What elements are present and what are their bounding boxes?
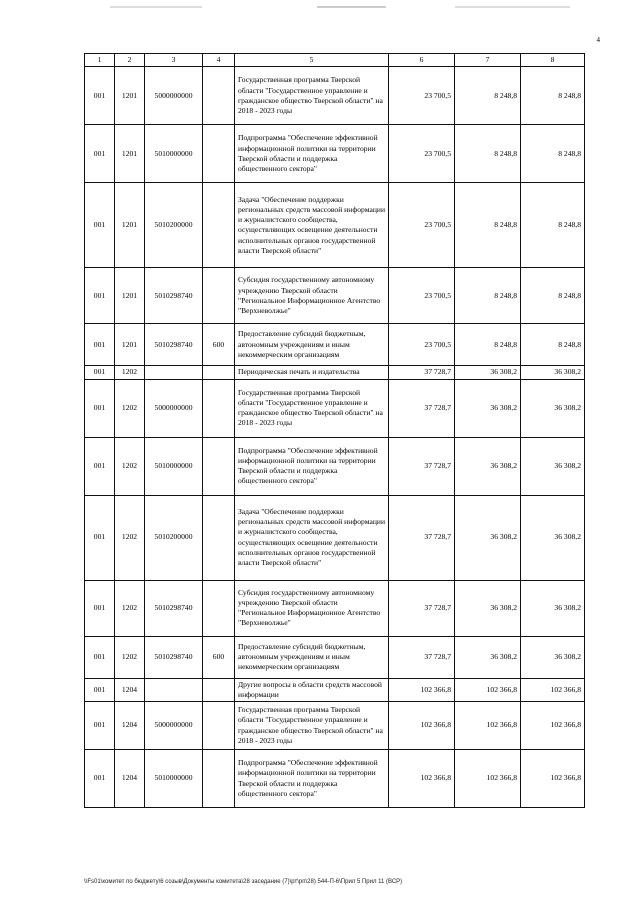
table-row xyxy=(85,495,585,580)
row-amount-cell: 8 248,8 xyxy=(455,268,521,324)
scan-artifact xyxy=(110,6,570,8)
column-header: 8 xyxy=(521,54,585,67)
row-expense-type-cell xyxy=(203,495,235,580)
row-amount-cell: 36 308,2 xyxy=(455,366,521,379)
row-name-cell: Подпрограмма "Обеспечение эффективной информационной политики на территории Тверской области и поддержка общественного сектора" xyxy=(235,750,389,808)
row-amount-cell: 8 248,8 xyxy=(521,125,585,183)
column-header: 1 xyxy=(85,54,115,67)
row-expense-type-cell: 600 xyxy=(203,324,235,366)
row-grbs-cell: 001 xyxy=(85,702,115,750)
row-amount-cell: 36 308,2 xyxy=(455,495,521,580)
row-expense-type-cell xyxy=(203,750,235,808)
row-grbs-cell: 001 xyxy=(85,67,115,125)
column-header: 7 xyxy=(455,54,521,67)
row-amount-cell: 8 248,8 xyxy=(455,183,521,268)
row-name-cell: Задача "Обеспечение поддержки региональных средств массовой информации и журналистского сообщества, осуществляющих освещение деятельности исполнительных органов государственной власти Тверской области" xyxy=(235,495,389,580)
row-amount-cell: 8 248,8 xyxy=(521,67,585,125)
row-amount-cell: 102 366,8 xyxy=(521,702,585,750)
row-target-cell: 5000000000 xyxy=(145,702,203,750)
row-amount-cell: 102 366,8 xyxy=(455,750,521,808)
row-amount-cell: 36 308,2 xyxy=(455,437,521,495)
row-target-cell xyxy=(145,366,203,379)
row-grbs-cell: 001 xyxy=(85,437,115,495)
table-row xyxy=(85,580,585,636)
column-header: 4 xyxy=(203,54,235,67)
row-name-cell: Государственная программа Тверской области "Государственное управление и гражданское общество Тверской области" на 2018 - 2023 годы xyxy=(235,67,389,125)
row-name-cell: Подпрограмма "Обеспечение эффективной информационной политики на территории Тверской области и поддержка общественного сектора" xyxy=(235,125,389,183)
row-name-cell: Государственная программа Тверской области "Государственное управление и гражданское общество Тверской области" на 2018 - 2023 годы xyxy=(235,379,389,437)
row-grbs-cell: 001 xyxy=(85,495,115,580)
row-grbs-cell: 001 xyxy=(85,636,115,678)
row-amount-cell: 36 308,2 xyxy=(455,636,521,678)
row-amount-cell: 36 308,2 xyxy=(521,495,585,580)
row-section-cell: 1201 xyxy=(115,268,145,324)
row-amount-cell: 102 366,8 xyxy=(521,678,585,702)
row-grbs-cell: 001 xyxy=(85,268,115,324)
table-row xyxy=(85,67,585,125)
row-section-cell: 1204 xyxy=(115,678,145,702)
row-amount-cell: 102 366,8 xyxy=(455,702,521,750)
row-target-cell: 5010000000 xyxy=(145,437,203,495)
row-name-cell: Другие вопросы в области средств массовой информации xyxy=(235,678,389,702)
row-amount-cell: 36 308,2 xyxy=(521,580,585,636)
row-amount-cell: 37 728,7 xyxy=(389,379,455,437)
row-section-cell: 1202 xyxy=(115,580,145,636)
row-amount-cell: 36 308,2 xyxy=(521,636,585,678)
row-target-cell: 5010298740 xyxy=(145,268,203,324)
row-amount-cell: 36 308,2 xyxy=(455,379,521,437)
row-amount-cell: 36 308,2 xyxy=(521,437,585,495)
row-section-cell: 1202 xyxy=(115,495,145,580)
row-grbs-cell: 001 xyxy=(85,379,115,437)
column-header: 6 xyxy=(389,54,455,67)
row-amount-cell: 37 728,7 xyxy=(389,580,455,636)
column-header: 5 xyxy=(235,54,389,67)
table-row xyxy=(85,750,585,808)
row-expense-type-cell xyxy=(203,379,235,437)
row-amount-cell: 36 308,2 xyxy=(521,379,585,437)
row-target-cell: 5010000000 xyxy=(145,125,203,183)
row-amount-cell: 23 700,5 xyxy=(389,125,455,183)
row-expense-type-cell: 600 xyxy=(203,636,235,678)
budget-table xyxy=(84,53,585,808)
row-target-cell xyxy=(145,678,203,702)
row-amount-cell: 8 248,8 xyxy=(455,125,521,183)
row-grbs-cell: 001 xyxy=(85,750,115,808)
table-row xyxy=(85,125,585,183)
row-grbs-cell: 001 xyxy=(85,580,115,636)
row-expense-type-cell xyxy=(203,268,235,324)
row-amount-cell: 102 366,8 xyxy=(389,702,455,750)
row-target-cell: 5010298740 xyxy=(145,324,203,366)
row-target-cell: 5000000000 xyxy=(145,67,203,125)
row-amount-cell: 23 700,5 xyxy=(389,67,455,125)
row-expense-type-cell xyxy=(203,580,235,636)
table-row xyxy=(85,437,585,495)
row-section-cell: 1201 xyxy=(115,125,145,183)
row-section-cell: 1201 xyxy=(115,324,145,366)
row-section-cell: 1204 xyxy=(115,750,145,808)
column-header: 2 xyxy=(115,54,145,67)
row-target-cell: 5010298740 xyxy=(145,580,203,636)
row-expense-type-cell xyxy=(203,366,235,379)
row-amount-cell: 23 700,5 xyxy=(389,183,455,268)
row-amount-cell: 102 366,8 xyxy=(521,750,585,808)
row-grbs-cell: 001 xyxy=(85,125,115,183)
row-name-cell: Задача "Обеспечение поддержки региональных средств массовой информации и журналистского сообщества, осуществляющих освещение деятельности исполнительных органов государственной власти Тверской области" xyxy=(235,183,389,268)
page-number: 4 xyxy=(596,36,600,44)
row-amount-cell: 37 728,7 xyxy=(389,437,455,495)
row-section-cell: 1202 xyxy=(115,379,145,437)
row-section-cell: 1202 xyxy=(115,636,145,678)
table-row xyxy=(85,268,585,324)
row-expense-type-cell xyxy=(203,67,235,125)
table-row xyxy=(85,183,585,268)
row-amount-cell: 102 366,8 xyxy=(455,678,521,702)
row-expense-type-cell xyxy=(203,437,235,495)
row-amount-cell: 8 248,8 xyxy=(521,268,585,324)
row-grbs-cell: 001 xyxy=(85,366,115,379)
row-name-cell: Субсидия государственному автономному учреждению Тверской области "Региональное Информационное Агентство "Верхневолжье" xyxy=(235,580,389,636)
row-amount-cell: 37 728,7 xyxy=(389,366,455,379)
table-row xyxy=(85,379,585,437)
row-expense-type-cell xyxy=(203,183,235,268)
table-row xyxy=(85,702,585,750)
row-amount-cell: 23 700,5 xyxy=(389,268,455,324)
row-name-cell: Предоставление субсидий бюджетным, автономным учреждениям и иным некоммерческим организациям xyxy=(235,324,389,366)
row-section-cell: 1202 xyxy=(115,366,145,379)
row-grbs-cell: 001 xyxy=(85,324,115,366)
table-row xyxy=(85,636,585,678)
table-row xyxy=(85,324,585,366)
row-target-cell: 5010298740 xyxy=(145,636,203,678)
row-amount-cell: 8 248,8 xyxy=(455,324,521,366)
row-section-cell: 1204 xyxy=(115,702,145,750)
row-target-cell: 5010200000 xyxy=(145,495,203,580)
row-amount-cell: 37 728,7 xyxy=(389,636,455,678)
row-amount-cell: 36 308,2 xyxy=(521,366,585,379)
row-amount-cell: 23 700,5 xyxy=(389,324,455,366)
row-amount-cell: 8 248,8 xyxy=(521,324,585,366)
row-name-cell: Подпрограмма "Обеспечение эффективной информационной политики на территории Тверской области и поддержка общественного сектора" xyxy=(235,437,389,495)
row-amount-cell: 8 248,8 xyxy=(455,67,521,125)
file-path-footer: \\Fs01\комитет по бюджету\6 созыв\Документы комитета\28 заседание (7)\рт\рп\28) 544-П-6\Прил 5 Прил 11 (ВСР) xyxy=(84,879,403,885)
row-name-cell: Предоставление субсидий бюджетным, автономным учреждениям и иным некоммерческим организациям xyxy=(235,636,389,678)
row-expense-type-cell xyxy=(203,702,235,750)
table-row xyxy=(85,678,585,702)
row-name-cell: Государственная программа Тверской области "Государственное управление и гражданское общество Тверской области" на 2018 - 2023 годы xyxy=(235,702,389,750)
row-amount-cell: 36 308,2 xyxy=(455,580,521,636)
row-name-cell: Периодическая печать и издательства xyxy=(235,366,389,379)
row-amount-cell: 102 366,8 xyxy=(389,678,455,702)
row-target-cell: 5010200000 xyxy=(145,183,203,268)
row-grbs-cell: 001 xyxy=(85,183,115,268)
row-section-cell: 1202 xyxy=(115,437,145,495)
column-header: 3 xyxy=(145,54,203,67)
header-row xyxy=(85,54,585,67)
row-name-cell: Субсидия государственному автономному учреждению Тверской области "Региональное Информационное Агентство "Верхневолжье" xyxy=(235,268,389,324)
row-grbs-cell: 001 xyxy=(85,678,115,702)
row-section-cell: 1201 xyxy=(115,67,145,125)
table-row xyxy=(85,366,585,379)
row-expense-type-cell xyxy=(203,678,235,702)
row-section-cell: 1201 xyxy=(115,183,145,268)
row-amount-cell: 102 366,8 xyxy=(389,750,455,808)
row-amount-cell: 8 248,8 xyxy=(521,183,585,268)
row-target-cell: 5010000000 xyxy=(145,750,203,808)
row-target-cell: 5000000000 xyxy=(145,379,203,437)
row-amount-cell: 37 728,7 xyxy=(389,495,455,580)
row-expense-type-cell xyxy=(203,125,235,183)
